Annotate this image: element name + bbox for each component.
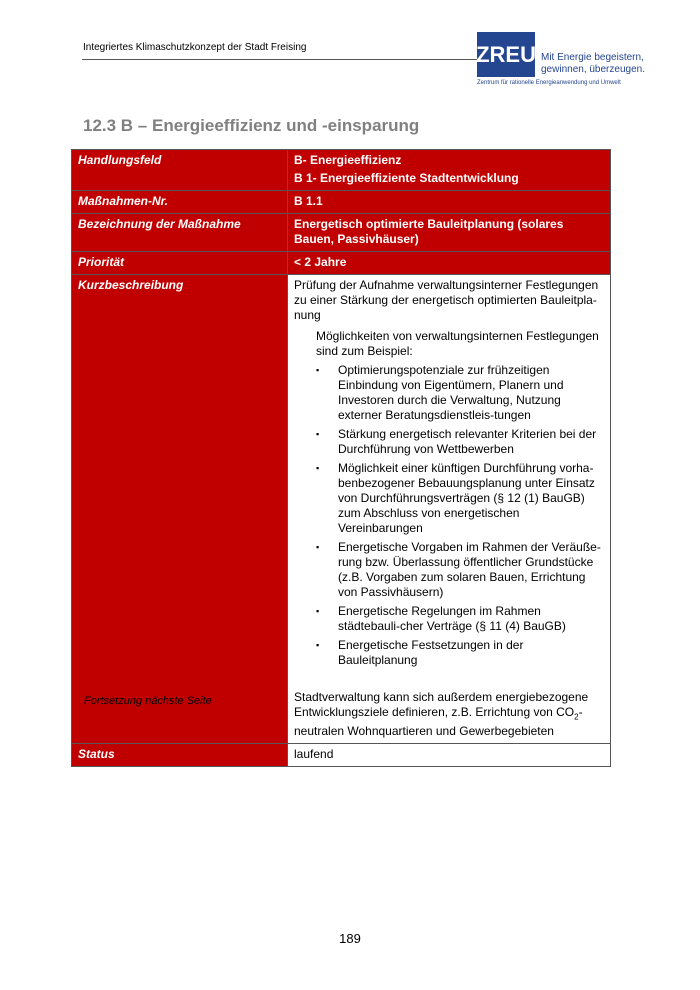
list-item — [294, 604, 604, 634]
row-kurzbeschreibung — [72, 275, 611, 744]
kurzbeschreibung-closing — [294, 690, 604, 739]
logo-mark: ZREU — [477, 32, 535, 77]
closing-text-part2: -neutralen Wohnquartieren und Gewerbegebieten — [294, 705, 583, 739]
spacer — [294, 672, 604, 690]
bullet-text: Möglichkeit einer künftigen Durchführung vorha-benbezogener Bebauungsplanung unter Einsatz von Durchführungsverträgen (§ 12 (1) BauGB) zum Abschluss von energetischen Vereinbarungen — [338, 461, 595, 535]
logo-slogan-line1: Mit Energie begeistern, — [541, 52, 644, 63]
bullet-square-icon: ▪ — [316, 640, 320, 650]
value-kurzbeschreibung — [288, 275, 611, 744]
row-handlungsfeld — [72, 150, 611, 191]
label-status: Status — [72, 744, 288, 767]
list-item — [294, 427, 604, 457]
row-prioritaet — [72, 252, 611, 275]
label-prioritaet: Priorität — [72, 252, 288, 275]
label-handlungsfeld: Handlungsfeld — [72, 150, 288, 191]
bullet-square-icon: ▪ — [316, 542, 320, 552]
logo-slogan — [541, 52, 645, 76]
running-header: Integriertes Klimaschutzkonzept der Stadt Freising — [83, 42, 307, 53]
row-massnahmen-nr — [72, 191, 611, 214]
continued-note: Fortsetzung nächste Seite — [84, 695, 212, 707]
section-title: 12.3 B – Energieeffizienz und -einsparung — [83, 116, 420, 135]
kurzbeschreibung-bullet-list — [294, 363, 604, 668]
row-status — [72, 744, 611, 767]
closing-text-part1: Stadtverwaltung kann sich außerdem energiebezogene Entwicklungsziele definieren, z.B. Errichtung von CO — [294, 690, 589, 719]
list-item — [294, 540, 604, 600]
label-bezeichnung: Bezeichnung der Maßnahme — [72, 214, 288, 252]
value-handlungsfeld — [288, 150, 611, 191]
list-item — [294, 363, 604, 423]
label-massnahmen-nr: Maßnahmen-Nr. — [72, 191, 288, 214]
bullet-square-icon: ▪ — [316, 429, 320, 439]
bullet-square-icon: ▪ — [316, 365, 320, 375]
bullet-text: Energetische Festsetzungen in der Bauleitplanung — [338, 638, 524, 667]
value-bezeichnung: Energetisch optimierte Bauleitplanung (solares Bauen, Passivhäuser) — [288, 214, 611, 252]
value-status: laufend — [288, 744, 611, 767]
bullet-text: Stärkung energetisch relevanter Kriterien bei der Durchführung von Wettbewerben — [338, 427, 597, 456]
list-item — [294, 638, 604, 668]
page-number: 189 — [339, 931, 361, 946]
kurzbeschreibung-sub-intro: Möglichkeiten von verwaltungsinternen Festlegungen sind zum Beispiel: — [316, 329, 599, 358]
list-item — [294, 461, 604, 536]
value-handlungsfeld-line2: B 1- Energieeffiziente Stadtentwicklung — [294, 171, 519, 185]
value-handlungsfeld-line1: B- Energieeffizienz — [294, 153, 402, 167]
value-prioritaet: < 2 Jahre — [288, 252, 611, 275]
bullet-square-icon: ▪ — [316, 463, 320, 473]
header-rule — [82, 59, 482, 60]
row-bezeichnung — [72, 214, 611, 252]
zreu-logo — [476, 32, 645, 92]
measure-table — [71, 149, 611, 767]
logo-slogan-line2: gewinnen, überzeugen. — [541, 64, 645, 75]
bullet-text: Energetische Regelungen im Rahmen städtebauli-cher Verträge (§ 11 (4) BauGB) — [338, 604, 566, 633]
label-kurzbeschreibung: Kurzbeschreibung — [72, 275, 288, 744]
closing-subscript: 2 — [574, 712, 579, 722]
bullet-text: Energetische Vorgaben im Rahmen der Veräuße-rung bzw. Überlassung öffentlicher Grundstücke (z.B. Vorgaben zum solaren Bauen, Errichtung von Passivhäusern) — [338, 540, 601, 599]
kurzbeschreibung-intro: Prüfung der Aufnahme verwaltungsinterner Festlegungen zu einer Stärkung der energetisch optimierten Bauleitpla-nung — [294, 278, 599, 322]
value-massnahmen-nr: B 1.1 — [288, 191, 611, 214]
logo-subtitle: Zentrum für rationelle Energieanwendung und Umwelt — [477, 80, 621, 86]
bullet-text: Optimierungspotenziale zur frühzeitigen Einbindung von Eigentümern, Planern und Investoren durch die Verwaltung, Nutzung externer Beratungsdienstleis-tungen — [338, 363, 564, 422]
bullet-square-icon: ▪ — [316, 606, 320, 616]
